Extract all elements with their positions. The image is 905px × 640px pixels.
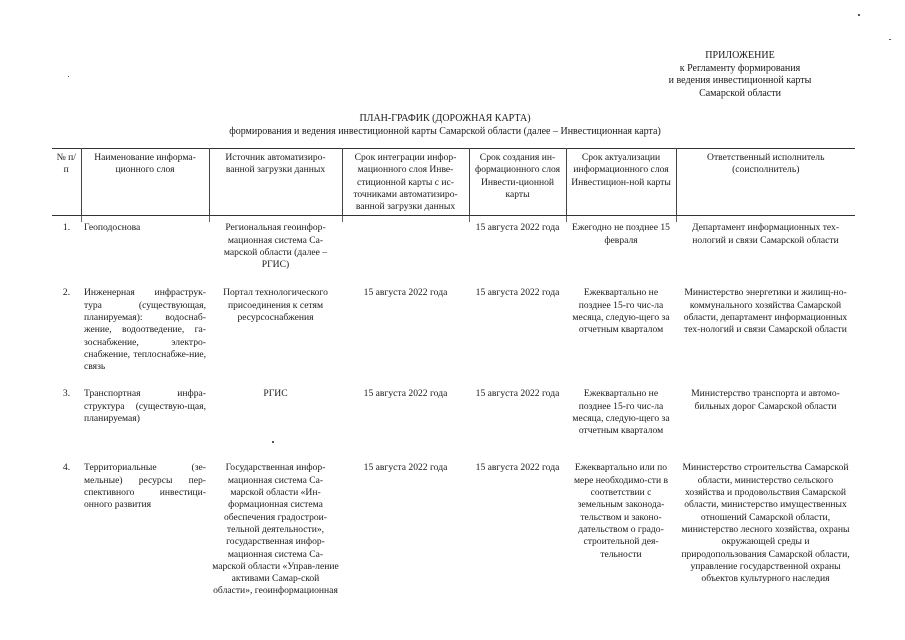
row-update-period: Ежеквартально не позднее 15-го чис-ла месяца, следую-щего за отчетным кварталом — [572, 388, 670, 437]
row-integration-date: 15 августа 2022 года — [363, 287, 448, 299]
appendix-line: и ведения инвестиционной карты — [668, 75, 812, 87]
table-row — [52, 287, 855, 388]
row-source: Региональная геоинфор-мационная система Са-марской области (далее – РГИС) — [223, 222, 328, 271]
row-creation-date: 15 августа 2022 года — [475, 222, 560, 234]
document-subtitle: формирования и ведения инвестиционной карты Самарской области (далее – Инвестиционная карта) — [229, 125, 661, 137]
row-responsible: Департамент информационных тех-нологий и связи Самарской области — [691, 222, 840, 246]
table-row — [52, 388, 855, 462]
row-creation-date: 15 августа 2022 года — [475, 287, 560, 299]
roadmap-table — [52, 148, 855, 598]
scan-speck — [858, 14, 860, 16]
row-layer-name: Территориальные (зе-мельные) ресурсы пер-спективного инвестици-онного развития — [84, 462, 206, 511]
row-integration-date: 15 августа 2022 года — [363, 388, 448, 400]
row-creation-date: 15 августа 2022 года — [475, 388, 560, 400]
header-layer-name: Наименование информа-ционного слоя — [81, 149, 209, 216]
row-update-period: Ежегодно не позднее 15 февраля — [572, 222, 670, 246]
appendix-block — [640, 50, 840, 100]
appendix-title: ПРИЛОЖЕНИЕ — [705, 50, 775, 61]
row-responsible: Министерство энергетики и жилищ-но-коммунального хозяйства Самарской области, департамент информационных тех-нологий и связи Самарской области — [683, 287, 848, 336]
row-num: 3. — [62, 388, 71, 400]
document-heading — [165, 113, 725, 138]
row-creation-date: 15 августа 2022 года — [475, 462, 560, 474]
row-layer-name: Геоподоснова — [84, 222, 141, 234]
scan-speck — [272, 441, 274, 443]
row-update-period: Ежеквартально не позднее 15-го чис-ла месяца, следую-щего за отчетным кварталом — [572, 287, 670, 336]
header-num: № п/п — [52, 149, 81, 216]
appendix-line: Самарской области — [699, 87, 781, 99]
header-update-period: Срок актуализации информационного слоя Инвестицион-ной карты — [566, 149, 676, 216]
row-layer-name: Инженерная инфраструк-тура (существующая, планируемая): водоснаб-жение, водоотведение, га-зоснабжение, электро-снабжение, теплоснабже-ние, связь — [84, 287, 206, 373]
row-source: РГИС — [263, 388, 288, 400]
scan-speck — [889, 39, 891, 40]
row-source: Портал технологического присоединения к сетям ресурсоснабжения — [223, 287, 328, 324]
table-row — [52, 462, 855, 597]
header-creation-date: Срок создания ин-формационного слоя Инвести-ционной карты — [469, 149, 566, 216]
row-integration-date — [342, 222, 469, 287]
scan-speck — [68, 76, 69, 77]
header-responsible: Ответственный исполнитель (соисполнитель) — [676, 149, 855, 216]
row-update-period: Ежеквартально или по мере необходимо-сти в соответствии с земельным законода-тельством и законо-дательством о градо-строительной дея-тельности — [573, 462, 669, 560]
table-header-row — [52, 149, 855, 216]
row-source: Государственная инфор-мационная система Са-марской области «Ин-формационная система обеспечения градострои-тельной деятельности», государственная инфор-мационная система Са-марской области «Управ-ление активами Самар-ской области», геоинформационная — [212, 462, 339, 597]
table-row — [52, 222, 855, 287]
document-title: ПЛАН-ГРАФИК (ДОРОЖНАЯ КАРТА) — [359, 113, 531, 124]
row-integration-date: 15 августа 2022 года — [363, 462, 448, 474]
appendix-line: к Регламенту формирования — [679, 62, 801, 74]
header-source: Источник автоматизиро-ванной загрузки данных — [209, 149, 342, 216]
row-num: 4. — [62, 462, 71, 474]
row-num: 1. — [62, 222, 71, 234]
row-responsible: Министерство строительства Самарской области, министерство сельского хозяйства и продовольствия Самарской области, министерство имущественных отношений Самарской области, министерство лесного хозяйства, охраны окружающей среды и природопользования Самарской области, управление государственной охраны объектов культурного наследия — [681, 462, 850, 585]
row-layer-name: Транспортная инфра-структура (существую-щая, планируемая) — [84, 388, 206, 425]
row-num: 2. — [62, 287, 71, 299]
row-responsible: Министерство транспорта и автомо-бильных дорог Самарской области — [691, 388, 840, 412]
header-integration-date: Срок интеграции инфор-мационного слоя Инве-стиционной карты с ис-точниками автоматизиро-ванной загрузки данных — [342, 149, 469, 216]
